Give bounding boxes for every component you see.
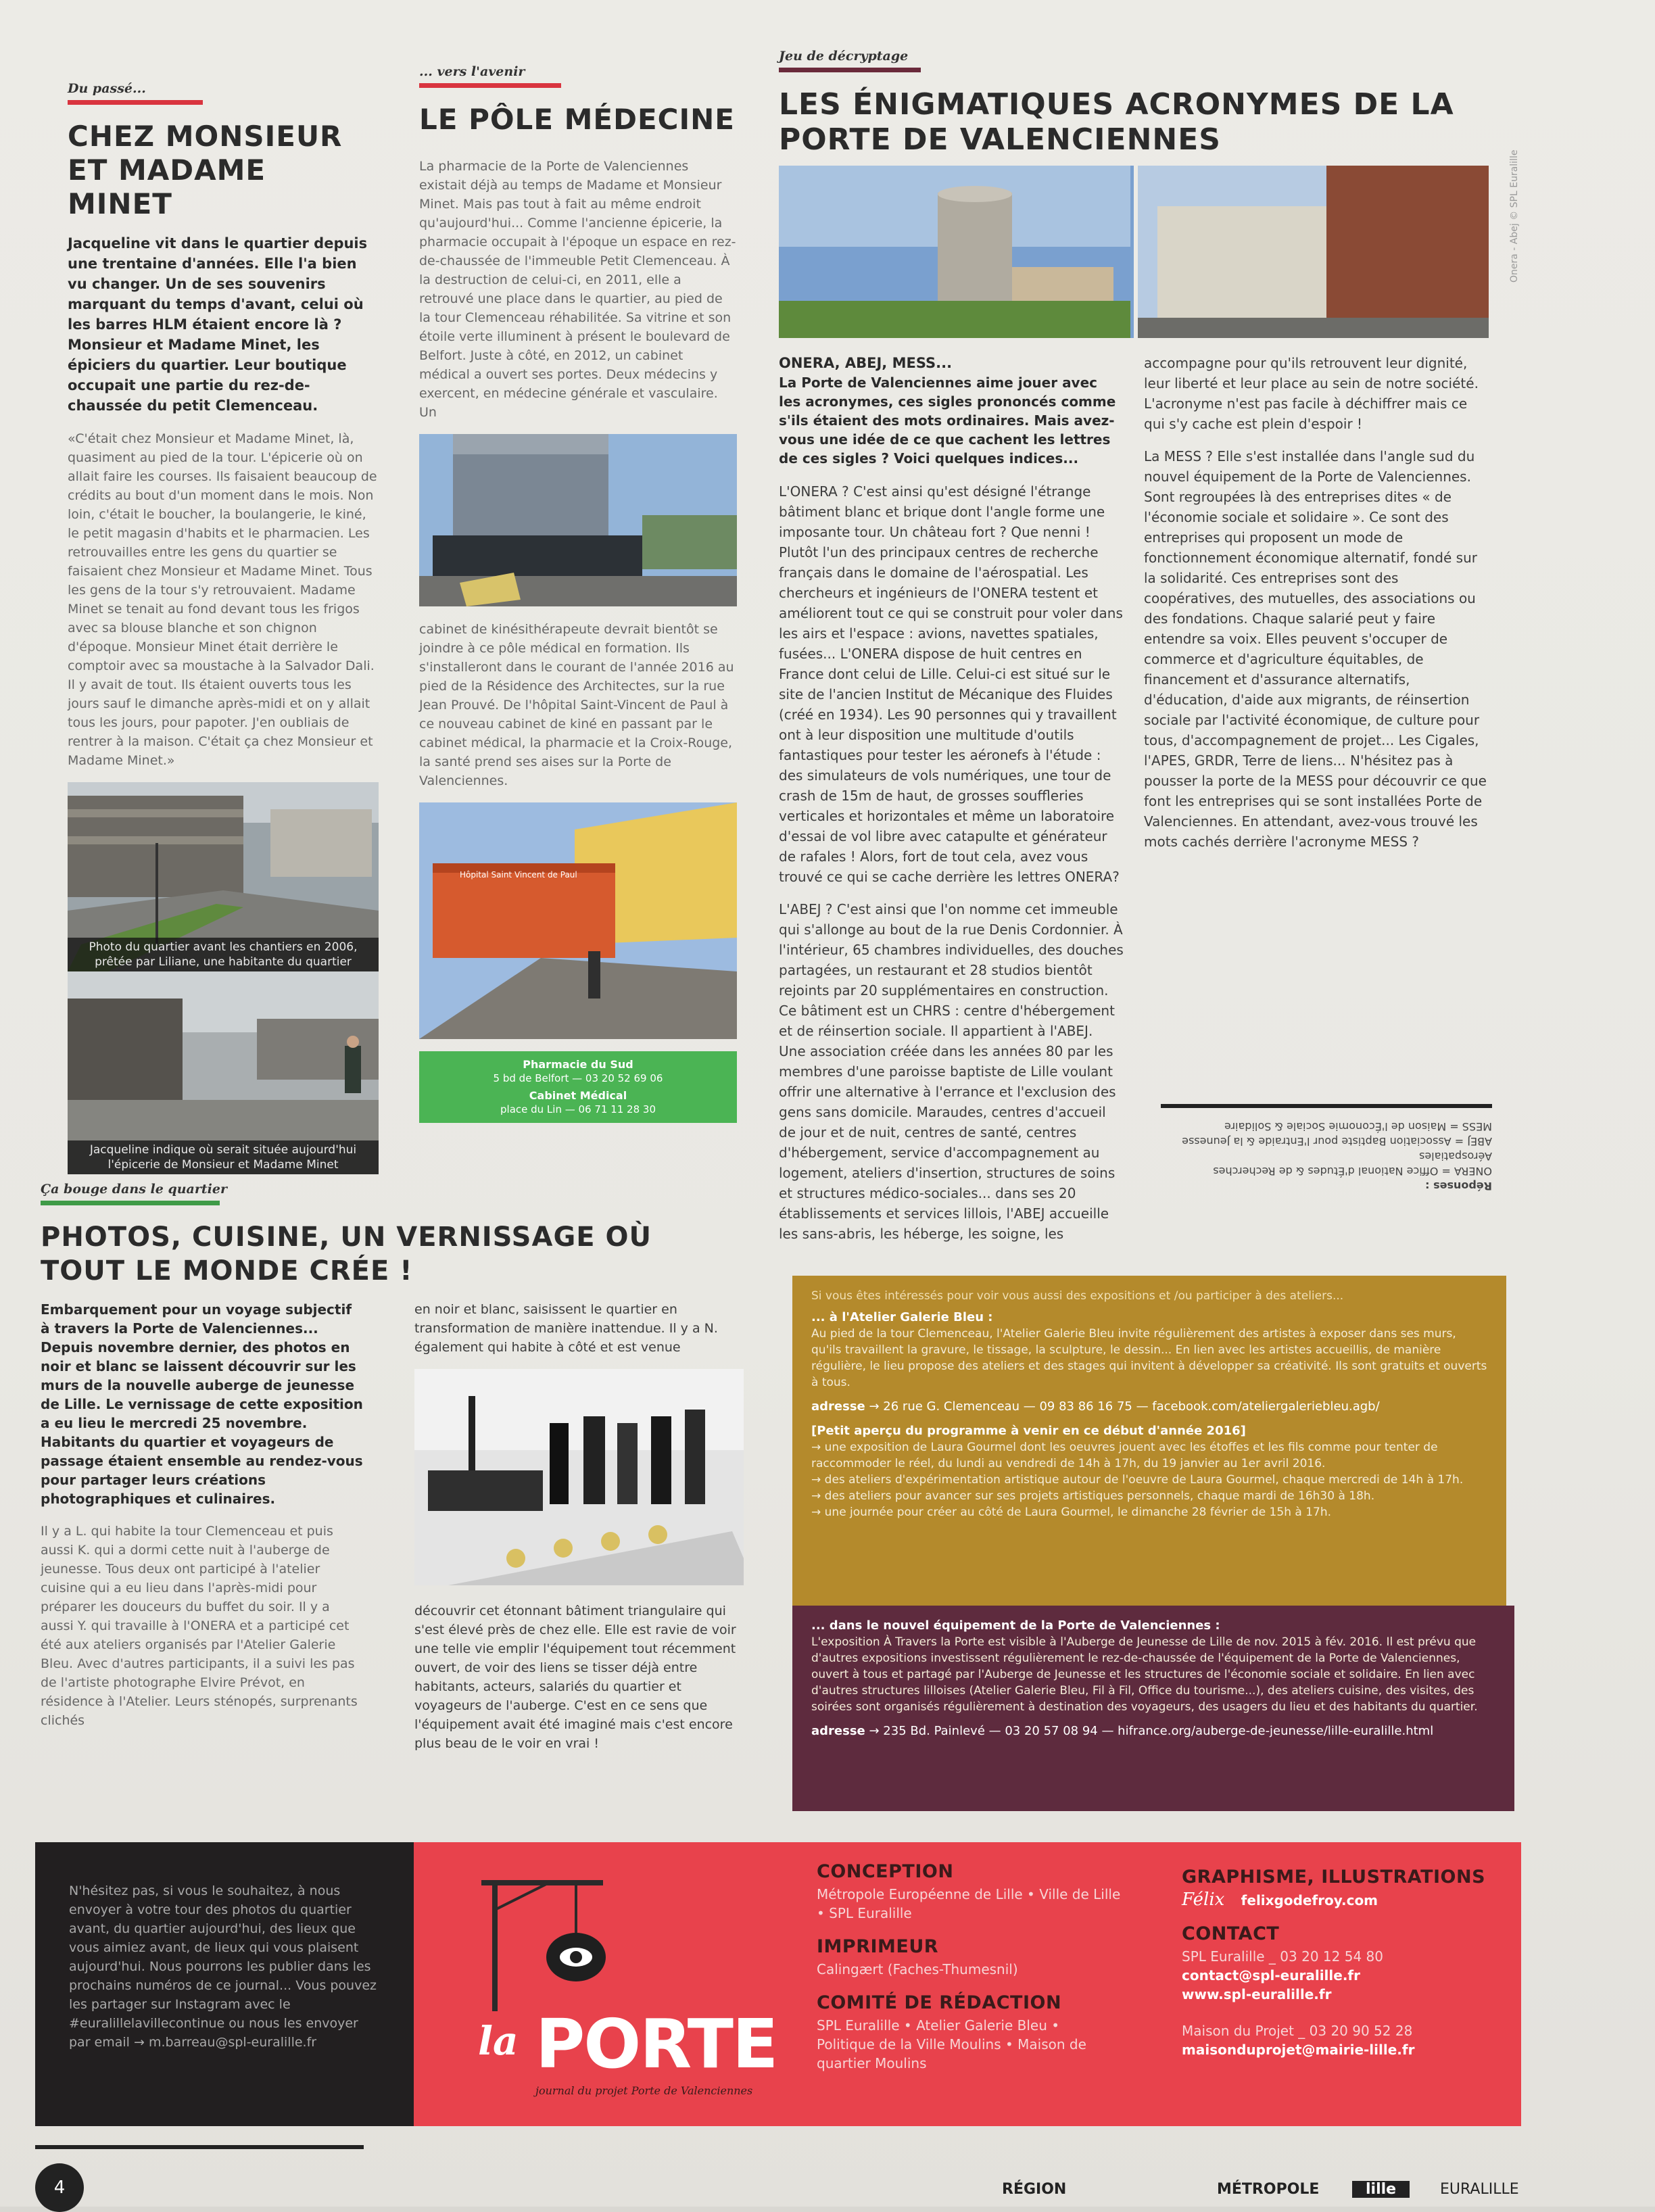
article-body-1: La pharmacie de la Porte de Valenciennes existait déjà au temps de Madame et Monsieur Minet. Mais pas tout à fait au même endroit qu'aujourd'hui... Comme l'ancienne épicerie, la pharmacie occupait à l'époque un espace en rez-de-chaussée de l'immeuble Petit Clemenceau. À la destruction de celui-ci, en 2011, elle a retrouvé une place dans le quartier, au pied de la tour Clemenceau réhabilitée. Sa vitrine et son étoile verte illuminent à présent le boulevard de Belfort. Juste à côté, en 2012, un cabinet médical a ouvert ses portes. Deux médecins y exercent, en médecine générale et vasculaire. Un <box>419 159 736 420</box>
box-address <box>811 1723 1495 1739</box>
article-body-1: Il y a L. qui habite la tour Clemenceau et puis aussi K. qui a dormi cette nuit à l'auberge de jeunesse. Tous deux ont participé à l'atelier cuisine qui a eu lieu dans l'après-midi pour préparer les douceurs du buffet du soir. Il y a aussi Y. qui travaille à l'ONERA et a participé cet été aux ateliers organisés par l'Atelier Galerie Bleu. Avec d'autres participants, il a suivi les pas de l'artiste photographe Elvire Prévot, en résidence à l'Atelier. Leurs sténopés, surprenants clichés <box>41 1524 358 1728</box>
box-nouvel-equipement <box>792 1606 1514 1811</box>
box-address <box>811 1399 1487 1415</box>
kicker: Du passé... <box>68 81 146 96</box>
article-lead: Embarquement pour un voyage subjectif à travers la Porte de Valenciennes... Depuis novembre dernier, des photos en noir et blanc se laissent découvrir sur les murs de la nouvelle auberge de jeunesse de Lille. Le vernissage de cette exposition a eu lieu le mercredi 25 novembre. Habitants du quartier et voyageurs de passage étaient ensemble au rendez-vous pour partager leurs créations photographiques et culinaires. <box>41 1301 363 1507</box>
conception-heading: CONCEPTION <box>817 1861 954 1882</box>
article-lead: Jacqueline vit dans le quartier depuis une trentaine d'années. Elle l'a bien vu changer. Un de ses souvenirs marquant du temps d'avant, celui où les barres HLM étaient encore là ? Monsieur et Madame Minet, les épiciers du quartier. Leur boutique occupait une partie du rez-de-chaussée du petit Clemenceau. <box>68 235 368 414</box>
footer-credits-right <box>1182 1867 1500 2059</box>
contact-email[interactable]: contact@spl-euralille.fr <box>1182 1967 1360 1983</box>
vernissage-col-1 <box>41 1300 365 1742</box>
crane-icon <box>468 1869 765 2018</box>
building-sign: Hôpital Saint Vincent de Paul <box>460 870 577 880</box>
cabinet-name: Cabinet Médical <box>529 1089 627 1102</box>
article-vernissage <box>41 1182 744 1787</box>
page-number: 4 <box>35 2163 84 2212</box>
article-body-2: cabinet de kinésithérapeute devrait bientôt se joindre à ce pôle médical en formation. Ils s'installeront dans le courant de l'année 2016 au pied de la Résidence des Architectes, sur la rue Jean Prouvé. De l'hôpital Saint-Vincent de Paul à ce nouveau cabinet de kiné en passant par le cabinet médical, la pharmacie et la Croix-Rouge, la santé prend ses aises sur la Porte de Valenciennes. <box>419 622 734 788</box>
article-title: CHEZ MONSIEUR ET MADAME MINET <box>68 120 343 220</box>
photo-caption: Jacqueline indique où serait située aujourd'hui l'épicerie de Monsieur et Madame Minet <box>68 1140 379 1174</box>
photo-vernissage <box>414 1369 744 1585</box>
article-body-2: en noir et blanc, saisissent le quartier en transformation de manière inattendue. Il y a N. également qui habite à côté et est venue <box>414 1302 718 1355</box>
pharmacie-address: 5 bd de Belfort — 03 20 52 69 06 <box>493 1072 663 1084</box>
footer-credits-panel <box>414 1842 1521 2126</box>
article-title: LE PÔLE MÉDECINE <box>419 103 735 136</box>
kicker-rule <box>779 68 921 72</box>
photo-vernissage-illustration <box>414 1369 744 1585</box>
article-acronymes <box>779 49 1489 1259</box>
conception-text: Métropole Européenne de Lille • Ville de Lille • SPL Euralille <box>817 1886 1121 1921</box>
logo-euralille: EURALILLE <box>1440 2181 1519 2198</box>
footer-invite-panel <box>35 1842 414 2126</box>
logo-porte: PORTE <box>535 2004 777 2084</box>
logo-subtitle: journal du projet Porte de Valenciennes <box>535 2084 753 2097</box>
vernissage-columns <box>41 1300 744 1787</box>
address-value[interactable]: → 26 rue G. Clemenceau — 09 83 86 16 75 — facebook.com/ateliergaleriebleu.agb/ <box>869 1399 1380 1414</box>
contact-heading: CONTACT <box>1182 1923 1280 1944</box>
program-item: → des ateliers pour avancer sur ses projets artistiques personnels, chaque mardi de 16h30 à 18h. <box>811 1489 1375 1503</box>
graphisme-link[interactable]: felixgodefroy.com <box>1241 1892 1378 1908</box>
photo-quartier-2006 <box>68 782 379 971</box>
address-label: adresse <box>811 1399 865 1414</box>
logo-lille: lille <box>1352 2181 1410 2198</box>
cabinet-address: place du Lin — 06 71 11 28 30 <box>500 1103 656 1115</box>
paragraph-onera: L'ONERA ? C'est ainsi qu'est désigné l'étrange bâtiment blanc et brique dont l'angle forme une imposante tour. Un château fort ? Que nenni ! Plutôt l'un des principaux centres de recherche français dans le domaine de l'aérospatial. Les chercheurs et ingénieurs de l'ONERA testent et améliorent tout ce qui se construit pour voler dans les airs et l'espace : avions, navettes spatiales, fusées... L'ONERA dispose de huit centres en France dont celui de Lille. Celui-ci est situé sur le site de l'ancien Institut de Mécanique des Fluides (créé en 1934). Les 90 personnes qui y travaillent ont à leur disposition une multitude d'outils fantastiques pour tester les aéronefs à l'étude : des simulateurs de vols numériques, une tour de crash de 15m de haut, de grosses souffleries verticales et horizontales et même un laboratoire d'essai de vol libre avec catapulte et générateur de rafales ! Alors, fort de tout cela, avez vous trouvé ce qui se cache derrière les lettres ONERA? <box>779 483 1123 885</box>
logo-metropole: MÉTROPOLE <box>1217 2181 1320 2198</box>
photo-pharmacie-building <box>419 434 737 606</box>
footer-invite-text: N'hésitez pas, si vous le souhaitez, à nous envoyer à votre tour des photos du quartier avant, du quartier aujourd'hui, des lieux que vous aimiez avant, de lieux qui vous plaisent aujourd'hui. Nous pourrons les publier dans les prochains numéros de ce journal... Vous pouvez les partager sur Instagram avec le #euralillelavillecontinue ou nous les envoyer par email → m.barreau@spl-euralille.fr <box>69 1883 377 2050</box>
photo-hopital-saint-vincent <box>419 802 737 1039</box>
photo-jacqueline <box>68 971 379 1174</box>
answers-rule <box>1161 1104 1492 1108</box>
article-minet <box>68 81 379 1174</box>
imprimeur-heading: IMPRIMEUR <box>817 1936 939 1957</box>
comite-text: SPL Euralille • Atelier Galerie Bleu • Politique de la Ville Moulins • Maison de quartier Moulins <box>817 2017 1086 2071</box>
article-pole-medecine <box>419 64 737 1123</box>
logo-region: RÉGION <box>1002 2181 1067 2198</box>
answers-block <box>1161 1119 1492 1193</box>
contact-website[interactable]: www.spl-euralille.fr <box>1182 1986 1332 2002</box>
contact-phone: SPL Euralille _ 03 20 12 54 80 <box>1182 1948 1383 1965</box>
box-heading: ... à l'Atelier Galerie Bleu : <box>811 1310 993 1324</box>
article-title: PHOTOS, CUISINE, UN VERNISSAGE OÙ TOUT LE MONDE CRÉE ! <box>41 1222 652 1287</box>
page-bottom-rule <box>35 2145 364 2149</box>
program-item: → une journée pour créer au côté de Laura Gourmel, le dimanche 28 février de 15h à 17h. <box>811 1506 1332 1519</box>
kicker: Ça bouge dans le quartier <box>41 1182 227 1197</box>
answers-text: ONERA = Office National d'Études & de Recherches Aérospatiales ABEJ = Association Baptiste pour l'Entraide & la Jeunesse MESS = Maison de l'Économie Sociale & Solidaire <box>1182 1120 1492 1178</box>
photo-onera-abej <box>779 166 1489 338</box>
pharmacie-name: Pharmacie du Sud <box>523 1058 633 1071</box>
maison-projet-phone: Maison du Projet _ 03 20 90 52 28 <box>1182 2023 1413 2039</box>
pharmacie-info-box <box>419 1051 737 1123</box>
program-item: → une exposition de Laura Gourmel dont les oeuvres jouent avec les étoffes et les fils comme pour tenter de raccommoder le réel, du lundi au vendredi de 14h à 17h, du 19 janvier au 1er avril 2016. <box>811 1441 1438 1470</box>
box-atelier-galerie-bleu <box>792 1276 1506 1611</box>
answers-heading: Réponses : <box>1425 1180 1492 1193</box>
imprimeur-text: Calingært (Faches-Thumesnil) <box>817 1961 1018 1977</box>
kicker-rule <box>68 100 203 105</box>
address-value[interactable]: → 235 Bd. Painlevé — 03 20 57 08 94 — hifrance.org/auberge-de-jeunesse/lille-euralille.html <box>869 1724 1434 1738</box>
felix-signature: Félix <box>1182 1890 1225 1910</box>
box-intro: Si vous êtes intéressés pour voir vous aussi des expositions et /ou participer à des ateliers... <box>811 1289 1344 1303</box>
article-body-3: découvrir cet étonnant bâtiment triangulaire qui s'est élevé près de chez elle. Elle est ravie de voir une telle vie emplir l'équipement tout récemment ouvert, de voir des liens se tisser déjà entre habitants, acteurs, salariés du quartier et voyageurs de l'auberge. C'est en ce sens que l'équipement avait été imaginé mais c'est encore plus beau de le voir en vrai ! <box>414 1604 736 1751</box>
lead-heading: ONERA, ABEJ, MESS... <box>779 355 953 371</box>
maison-projet-email[interactable]: maisonduprojet@mairie-lille.fr <box>1182 2042 1415 2058</box>
photo-hopital-illustration <box>419 802 737 1039</box>
logo-la: la <box>478 2018 519 2064</box>
box-text: Au pied de la tour Clemenceau, l'Atelier Galerie Bleu invite régulièrement des artistes à exposer dans ses murs, qu'ils travaillent la gravure, le tissage, la sculpture, le dessin... En lien avec les artistes accueillis, de manière régulière, le lieu propose des ateliers et des stages qui invitent à développer sa créativité. Ils sont gratuits et ouverts à tous. <box>811 1327 1487 1389</box>
photo-credit: Onera - Abej © SPL Euralille <box>1509 149 1520 283</box>
photo-onera-abej-illustration <box>779 166 1489 338</box>
address-label: adresse <box>811 1724 865 1738</box>
kicker: Jeu de décryptage <box>779 49 909 64</box>
comite-heading: COMITÉ DE RÉDACTION <box>817 1992 1062 2013</box>
vernissage-col-2 <box>414 1300 744 1765</box>
program-heading: [Petit aperçu du programme à venir en ce début d'année 2016] <box>811 1424 1246 1438</box>
box-text: L'exposition À Travers la Porte est visible à l'Auberge de Jeunesse de Lille de nov. 2015 à fév. 2016. Il est prévu que d'autres expositions investissent régulièrement le rez-de-chaussée de l'équipement de la Porte de Valenciennes, ouvert à tous et partagé par l'Auberge de Jeunesse et les structures de l'économie sociale et solidaire. En lien avec d'autres structures lilloises (Atelier Galerie Bleu, Fil à Fil, Office du tourisme...), des ateliers cuisine, des visites, des soirées sont organisés régulièrement à destination des voyageurs, des usagers du lieu et des habitants du quartier. <box>811 1635 1478 1714</box>
kicker-rule <box>41 1201 220 1205</box>
la-porte-logo <box>468 1869 777 2099</box>
box-heading: ... dans le nouvel équipement de la Porte de Valenciennes : <box>811 1618 1220 1633</box>
kicker-rule <box>419 83 561 88</box>
article-title: LES ÉNIGMATIQUES ACRONYMES DE LA PORTE DE VALENCIENNES <box>779 87 1454 157</box>
graphisme-text <box>1182 1890 1500 1910</box>
graphisme-heading: GRAPHISME, ILLUSTRATIONS <box>1182 1867 1486 1888</box>
program-item: → des ateliers d'expérimentation artistique autour de l'oeuvre de Laura Gourmel, chaque mercredi de 14h à 17h. <box>811 1473 1464 1487</box>
kicker: ... vers l'avenir <box>419 64 525 79</box>
contact-text <box>1182 1947 1500 2059</box>
article-lead: La Porte de Valenciennes aime jouer avec les acronymes, ces sigles prononcés comme s'ils étaient des mots ordinaires. Mais avez-vous une idée de ce que cachent les lettres de ces sigles ? Voici quelques indices... <box>779 375 1116 466</box>
paragraph-abej: L'ABEJ ? C'est ainsi que l'on nomme cet immeuble qui s'allonge au bout de la rue Denis Cordonnier. À l'intérieur, 65 chambres individuelles, des douches partagées, un restaurant et 28 studios bientôt rejoints par 20 supplémentaires en construction. Ce bâtiment est un CHRS : centre d'hébergement et de réinsertion sociale. Il appartient à l'ABEJ. Une association créée dans les années 80 par les membres d'une paroisse baptiste de Lille voulant offrir une alternative à l'errance et l'exclusion des gens sans domicile. Maraudes, centres d'accueil de jour et de nuit, centres de santé, centres d'hébergement, service d'accompagnement au logement, ateliers d'insertion, structures de soins et structures médico-sociales... dans ses 20 établissements et services lillois, l'ABEJ accueille les sans-abris, les héberge, les soigne, les accompagne pour qu'ils retrouvent leur dignité, leur liberté et leur place au sein de notre société. L'acronyme n'est pas facile à déchiffrer mais ce qui s'y cache est plein d'espoir ! <box>779 355 1479 1242</box>
photo-pharmacie-illustration <box>419 434 737 606</box>
article-body: «C'était chez Monsieur et Madame Minet, là, quasiment au pied de la tour. L'épicerie où on allait faire les courses. Ils faisaient beaucoup de crédits au bout d'un moment dans le mois. Non loin, c'était le boucher, la boulangerie, le kiné, le petit magasin d'habits et le pharmacien. Les retrouvailles entre les gens du quartier se faisaient chez Monsieur et Madame Minet. Tous les gens de la tour s'y retrouvaient. Madame Minet se tenait au fond devant tous les frigos avec sa blouse blanche et son chignon d'époque. Monsieur Minet était derrière le comptoir avec sa moustache à la Salvador Dali. Il y avait de tout. Ils étaient ouverts tous les jours sauf le dimanche après-midi et on y allait tous les jours, pour papoter. J'en oubliais de rentrer à la maison. C'était ça chez Monsieur et Madame Minet.» <box>68 431 377 768</box>
footer-credits-middle <box>817 1861 1121 2086</box>
paragraph-mess: La MESS ? Elle s'est installée dans l'angle sud du nouvel équipement de la Porte de Valenciennes. Sont regroupées là des entreprises dites « de l'économie sociale et solidaire ». Ce sont des entreprises qui proposent un mode de fonctionnement économique alternatif, fondé sur la solidarité. Ces entreprises sont des coopératives, des mutuelles, des associations ou des fondations. Chaque salarié peut y faire entendre sa voix. Elles peuvent s'occuper de commerce et d'agriculture équitables, de financement et d'assurance alternatifs, d'éducation, d'aide aux migrants, de réinsertion sociale par l'activité économique, de culture pour tous, d'accompagnement de projet... Les Cigales, l'APES, GRDR, Terre de liens... N'hésitez pas à pousser la porte de la MESS pour découvrir ce que font les entreprises qui se sont installées Porte de Valenciennes. En attendant, avez-vous trouvé les mots cachés derrière l'acronyme MESS ? <box>1144 448 1487 850</box>
photo-caption: Photo du quartier avant les chantiers en 2006, prêtée par Liliane, une habitante du quartier <box>68 938 379 971</box>
